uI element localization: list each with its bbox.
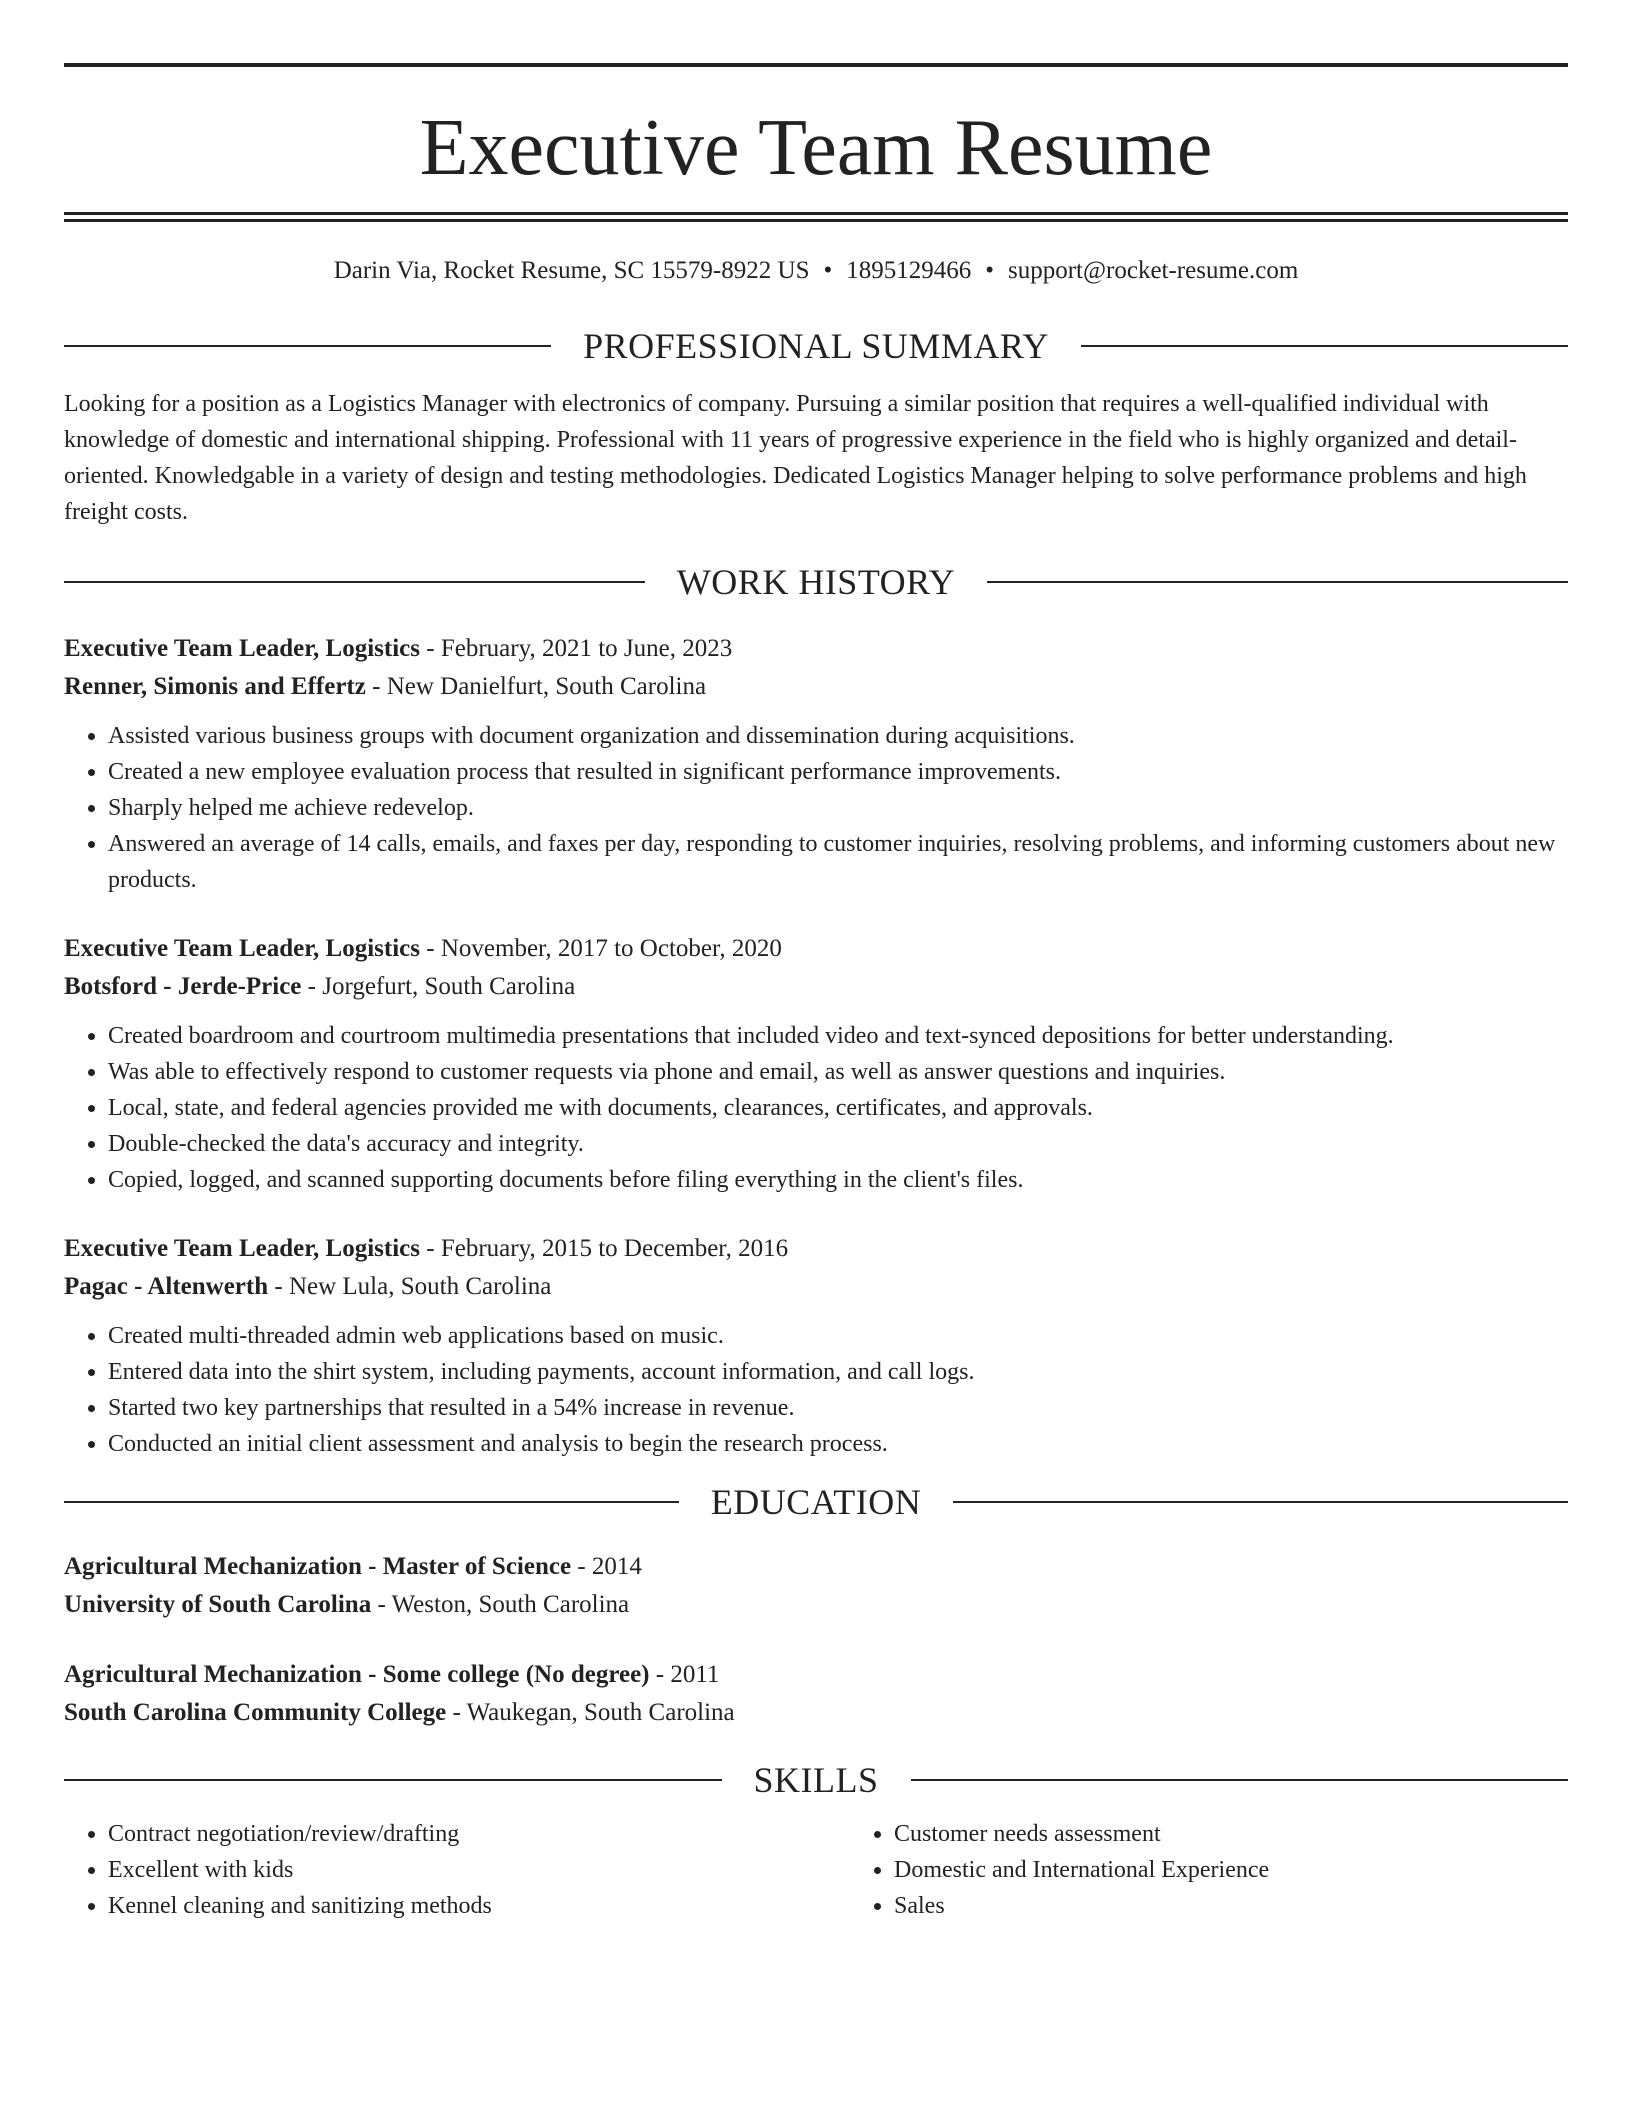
job-bullet: • Started two key partnerships that resulted in a 54% increase in revenue.	[108, 1390, 1568, 1426]
heading-rule-left	[64, 581, 645, 583]
skill-item: • Sales	[894, 1888, 1632, 1924]
education-degree-line: Agricultural Mechanization - Some college (No degree) - 2011	[64, 1661, 720, 1688]
work-heading-label: WORK HISTORY	[676, 562, 956, 602]
job-bullet: • Double-checked the data's accuracy and integrity.	[108, 1126, 1568, 1162]
job-entry	[64, 1230, 1568, 1462]
education-school-line: South Carolina Community College - Waukegan, South Carolina	[64, 1699, 735, 1726]
skill-item: • Domestic and International Experience	[894, 1852, 1632, 1888]
work-section-heading	[64, 560, 1568, 604]
job-company-line: Pagac - Altenwerth - New Lula, South Carolina	[64, 1273, 552, 1300]
education-degree: Agricultural Mechanization - Master of Science	[64, 1553, 572, 1580]
skill-item: • Excellent with kids	[108, 1852, 850, 1888]
job-title-line: Executive Team Leader, Logistics - February, 2021 to June, 2023	[64, 635, 733, 662]
skills-list-left	[64, 1816, 850, 1924]
contact-separator: •	[823, 257, 833, 284]
title-top-divider	[64, 63, 1568, 67]
skills-columns	[64, 1816, 1568, 1924]
heading-rule-right	[953, 1501, 1568, 1503]
job-title: Executive Team Leader, Logistics	[64, 1235, 421, 1262]
contact-email: support@rocket-resume.com	[1008, 257, 1299, 284]
heading-rule-left	[64, 1501, 679, 1503]
skill-item: • Customer needs assessment	[894, 1816, 1632, 1852]
contact-address: Darin Via, Rocket Resume, SC 15579-8922 US	[333, 257, 810, 284]
education-location: Waukegan, South Carolina	[466, 1699, 735, 1726]
education-entry	[64, 1548, 1568, 1624]
job-company-line: Botsford - Jerde-Price - Jorgefurt, South Carolina	[64, 973, 576, 1000]
job-bullet: • Sharply helped me achieve redevelop.	[108, 790, 1568, 826]
job-location: Jorgefurt, South Carolina	[322, 973, 576, 1000]
job-bullet: • Copied, logged, and scanned supporting documents before filing everything in the client's files.	[108, 1162, 1568, 1198]
job-location: New Lula, South Carolina	[288, 1273, 552, 1300]
job-title: Executive Team Leader, Logistics	[64, 935, 421, 962]
job-bullet: • Conducted an initial client assessment and analysis to begin the research process.	[108, 1426, 1568, 1462]
skills-list-right	[850, 1816, 1632, 1924]
heading-rule-left	[64, 1779, 722, 1781]
skill-item: • Kennel cleaning and sanitizing methods	[108, 1888, 850, 1924]
job-title-line: Executive Team Leader, Logistics - February, 2015 to December, 2016	[64, 1235, 789, 1262]
education-year: 2011	[670, 1661, 720, 1688]
title-double-divider	[64, 212, 1568, 222]
job-company: Botsford - Jerde-Price	[64, 973, 302, 1000]
job-dates: February, 2015 to December, 2016	[440, 1235, 789, 1262]
resume-page	[64, 0, 1568, 1924]
education-school: South Carolina Community College	[64, 1699, 447, 1726]
summary-text: Looking for a position as a Logistics Manager with electronics of company. Pursuing a similar position that requires a well-qualified individual with knowledge of domestic and international shipping. Professional with 11 years of progressive experience in the field who is highly organized and detail-oriented. Knowledgable in a variety of design and testing methodologies. Dedicated Logistics Manager helping to solve performance problems and high freight costs.	[64, 391, 1527, 525]
education-section-heading	[64, 1480, 1568, 1524]
job-bullet: • Created multi-threaded admin web applications based on music.	[108, 1318, 1568, 1354]
job-bullet: • Assisted various business groups with document organization and dissemination during acquisitions.	[108, 718, 1568, 754]
job-bullet: • Answered an average of 14 calls, emails, and faxes per day, responding to customer inquiries, resolving problems, and informing customers about new products.	[108, 826, 1568, 898]
heading-rule-right	[1081, 345, 1568, 347]
summary-section-heading	[64, 324, 1568, 368]
education-school: University of South Carolina	[64, 1591, 372, 1618]
contact-phone: 1895129466	[846, 257, 972, 284]
job-entry	[64, 630, 1568, 898]
job-bullet: • Was able to effectively respond to customer requests via phone and email, as well as answer questions and inquiries.	[108, 1054, 1568, 1090]
job-location: New Danielfurt, South Carolina	[386, 673, 707, 700]
job-bullet-list	[64, 1018, 1568, 1198]
job-company-line: Renner, Simonis and Effertz - New Danielfurt, South Carolina	[64, 673, 707, 700]
education-degree: Agricultural Mechanization - Some college (No degree)	[64, 1661, 650, 1688]
job-bullet: • Local, state, and federal agencies provided me with documents, clearances, certificates, and approvals.	[108, 1090, 1568, 1126]
contact-separator: •	[985, 257, 994, 284]
education-entry	[64, 1656, 1568, 1732]
job-bullet: • Created a new employee evaluation process that resulted in significant performance improvements.	[108, 754, 1568, 790]
education-degree-line: Agricultural Mechanization - Master of Science - 2014	[64, 1553, 642, 1580]
summary-heading-label: PROFESSIONAL SUMMARY	[583, 326, 1049, 366]
job-company: Pagac - Altenwerth	[64, 1273, 269, 1300]
heading-rule-right	[911, 1779, 1569, 1781]
contact-line	[64, 256, 1568, 286]
job-title: Executive Team Leader, Logistics	[64, 635, 421, 662]
education-heading-label: EDUCATION	[710, 1482, 922, 1522]
resume-title: Executive Team Resume	[419, 104, 1213, 192]
job-bullet-list	[64, 718, 1568, 898]
skills-heading-label: SKILLS	[753, 1760, 879, 1800]
job-dates: February, 2021 to June, 2023	[440, 635, 733, 662]
job-title-line: Executive Team Leader, Logistics - November, 2017 to October, 2020	[64, 935, 782, 962]
skill-item: • Contract negotiation/review/drafting	[108, 1816, 850, 1852]
job-bullet: • Entered data into the shirt system, including payments, account information, and call logs.	[108, 1354, 1568, 1390]
job-entry	[64, 930, 1568, 1198]
education-year: 2014	[591, 1553, 642, 1580]
job-bullet: • Created boardroom and courtroom multimedia presentations that included video and text-synced depositions for better understanding.	[108, 1018, 1568, 1054]
job-dates: November, 2017 to October, 2020	[440, 935, 782, 962]
skills-section-heading	[64, 1758, 1568, 1802]
heading-rule-left	[64, 345, 551, 347]
job-bullet-list	[64, 1318, 1568, 1462]
education-school-line: University of South Carolina - Weston, South Carolina	[64, 1591, 630, 1618]
heading-rule-right	[987, 581, 1568, 583]
job-company: Renner, Simonis and Effertz	[64, 673, 366, 700]
education-location: Weston, South Carolina	[391, 1591, 630, 1618]
